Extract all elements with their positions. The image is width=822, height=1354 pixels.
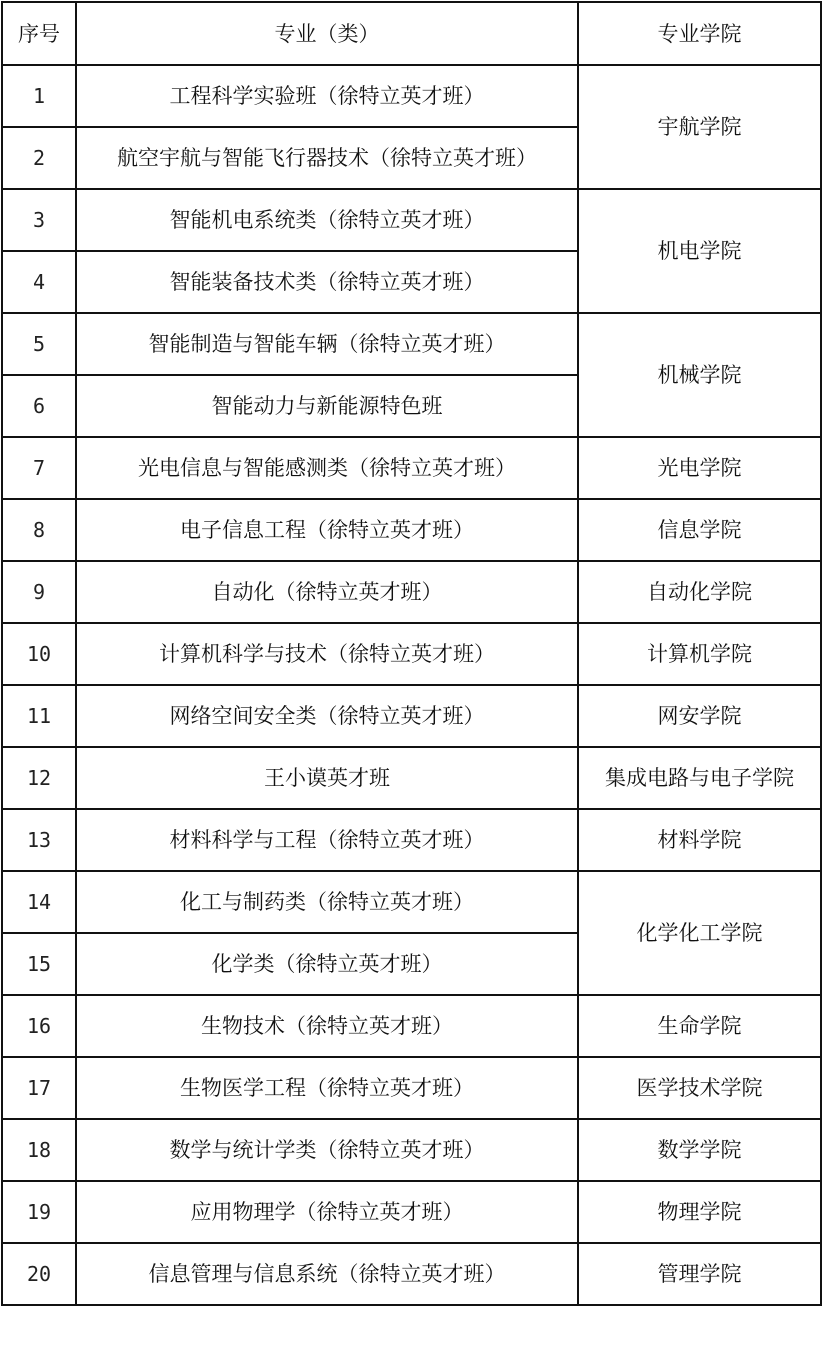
table-row (2, 809, 821, 871)
table-row (2, 437, 821, 499)
row-school: 计算机学院 (578, 623, 821, 685)
row-major: 材料科学与工程（徐特立英才班） (76, 809, 578, 871)
row-school: 材料学院 (578, 809, 821, 871)
table-row (2, 189, 821, 251)
row-major: 智能制造与智能车辆（徐特立英才班） (76, 313, 578, 375)
row-num: 16 (2, 995, 76, 1057)
row-major: 智能机电系统类（徐特立英才班） (76, 189, 578, 251)
row-major: 化学类（徐特立英才班） (76, 933, 578, 995)
row-school: 管理学院 (578, 1243, 821, 1305)
row-num: 1 (2, 65, 76, 127)
row-num: 3 (2, 189, 76, 251)
row-school: 集成电路与电子学院 (578, 747, 821, 809)
row-major: 智能装备技术类（徐特立英才班） (76, 251, 578, 313)
row-num: 2 (2, 127, 76, 189)
row-num: 4 (2, 251, 76, 313)
row-major: 生物医学工程（徐特立英才班） (76, 1057, 578, 1119)
table-row (2, 623, 821, 685)
row-num: 15 (2, 933, 76, 995)
row-major: 生物技术（徐特立英才班） (76, 995, 578, 1057)
row-major: 自动化（徐特立英才班） (76, 561, 578, 623)
table-row (2, 685, 821, 747)
row-school: 医学技术学院 (578, 1057, 821, 1119)
header-school: 专业学院 (578, 2, 821, 65)
header-major: 专业（类） (76, 2, 578, 65)
row-school: 生命学院 (578, 995, 821, 1057)
row-school: 网安学院 (578, 685, 821, 747)
table-row (2, 65, 821, 127)
row-num: 8 (2, 499, 76, 561)
header-num: 序号 (2, 2, 76, 65)
row-major: 应用物理学（徐特立英才班） (76, 1181, 578, 1243)
table-row (2, 1057, 821, 1119)
row-num: 10 (2, 623, 76, 685)
row-school: 机械学院 (578, 313, 821, 437)
row-num: 20 (2, 1243, 76, 1305)
row-major: 智能动力与新能源特色班 (76, 375, 578, 437)
row-num: 12 (2, 747, 76, 809)
row-num: 13 (2, 809, 76, 871)
majors-table (1, 1, 822, 1306)
row-school: 数学学院 (578, 1119, 821, 1181)
row-major: 网络空间安全类（徐特立英才班） (76, 685, 578, 747)
row-num: 7 (2, 437, 76, 499)
row-major: 光电信息与智能感测类（徐特立英才班） (76, 437, 578, 499)
row-school: 宇航学院 (578, 65, 821, 189)
table-row (2, 747, 821, 809)
row-school: 自动化学院 (578, 561, 821, 623)
table-row (2, 1119, 821, 1181)
row-major: 化工与制药类（徐特立英才班） (76, 871, 578, 933)
row-num: 5 (2, 313, 76, 375)
table-row (2, 1181, 821, 1243)
row-num: 6 (2, 375, 76, 437)
table-row (2, 561, 821, 623)
row-school: 机电学院 (578, 189, 821, 313)
row-major: 电子信息工程（徐特立英才班） (76, 499, 578, 561)
table-row (2, 871, 821, 933)
row-num: 17 (2, 1057, 76, 1119)
row-num: 19 (2, 1181, 76, 1243)
row-major: 工程科学实验班（徐特立英才班） (76, 65, 578, 127)
row-major: 计算机科学与技术（徐特立英才班） (76, 623, 578, 685)
table-row (2, 995, 821, 1057)
row-major: 王小谟英才班 (76, 747, 578, 809)
row-num: 9 (2, 561, 76, 623)
row-major: 数学与统计学类（徐特立英才班） (76, 1119, 578, 1181)
row-num: 11 (2, 685, 76, 747)
row-major: 信息管理与信息系统（徐特立英才班） (76, 1243, 578, 1305)
row-num: 18 (2, 1119, 76, 1181)
row-major: 航空宇航与智能飞行器技术（徐特立英才班） (76, 127, 578, 189)
table-row (2, 313, 821, 375)
row-school: 信息学院 (578, 499, 821, 561)
table-row (2, 1243, 821, 1305)
row-school: 物理学院 (578, 1181, 821, 1243)
table-header-row (2, 2, 821, 65)
row-school: 光电学院 (578, 437, 821, 499)
row-school: 化学化工学院 (578, 871, 821, 995)
table-row (2, 499, 821, 561)
row-num: 14 (2, 871, 76, 933)
